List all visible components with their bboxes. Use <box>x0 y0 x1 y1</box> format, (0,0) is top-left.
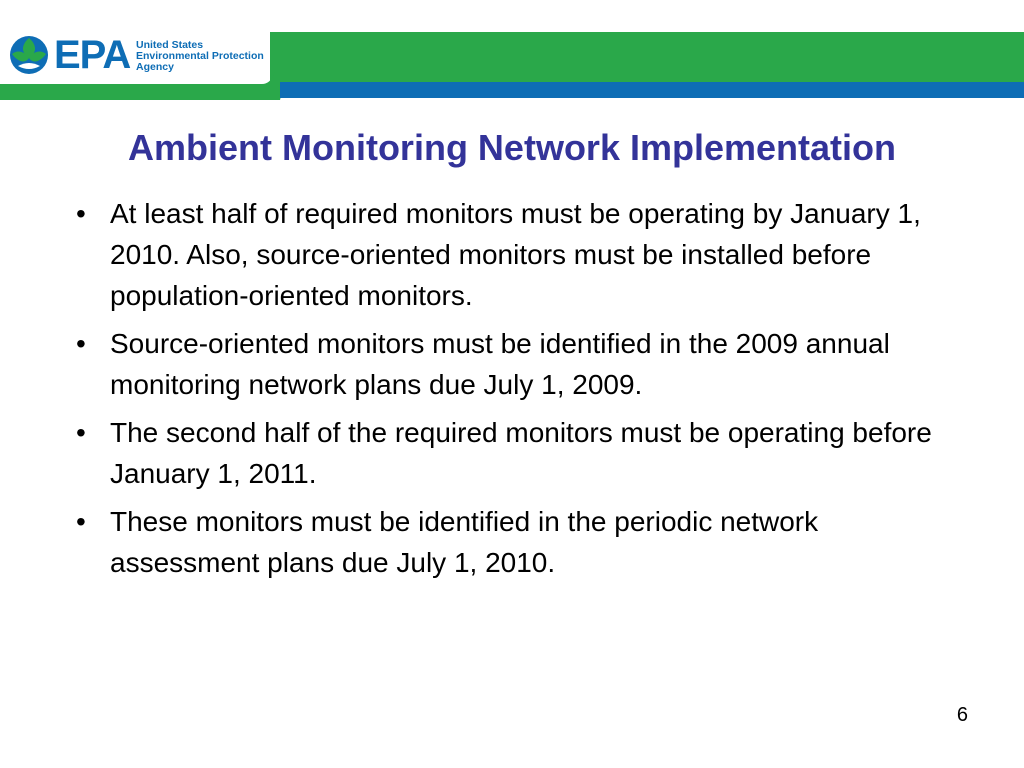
bullet-dot: • <box>76 506 86 537</box>
bullet-text: Source-oriented monitors must be identified in the 2009 annual monitoring network plans due July 1, 2009. <box>110 328 890 400</box>
bullet-dot: • <box>76 328 86 359</box>
bullet-item <box>72 193 972 316</box>
slide-title: Ambient Monitoring Network Implementation <box>127 127 896 168</box>
bullet-text: The second half of the required monitors must be operating before January 1, 2011. <box>110 417 932 489</box>
bullet-item <box>72 412 972 494</box>
agency-name <box>136 40 264 73</box>
bullet-dot: • <box>76 417 86 448</box>
header-blue-bar <box>280 82 1024 98</box>
header-white-gap <box>0 0 1024 31</box>
agency-line: Environmental Protection <box>136 50 264 62</box>
header-bottom-green-line <box>0 86 268 98</box>
bullet-dot: • <box>76 198 86 229</box>
agency-line: United States <box>136 39 204 51</box>
bullet-item <box>72 501 972 583</box>
bullet-text: These monitors must be identified in the periodic network assessment plans due July 1, 2010. <box>110 506 819 578</box>
epa-flower-icon <box>8 34 50 76</box>
agency-line: Agency <box>136 61 174 73</box>
epa-logo-text: EPA <box>54 33 131 77</box>
bullet-text: At least half of required monitors must be operating by January 1, 2010. Also, source-oriented monitors must be installed before population-oriented monitors. <box>110 198 921 311</box>
bullet-list <box>72 193 972 590</box>
bullet-item <box>72 323 972 405</box>
page-number: 6 <box>956 704 968 726</box>
epa-logo <box>8 30 278 80</box>
